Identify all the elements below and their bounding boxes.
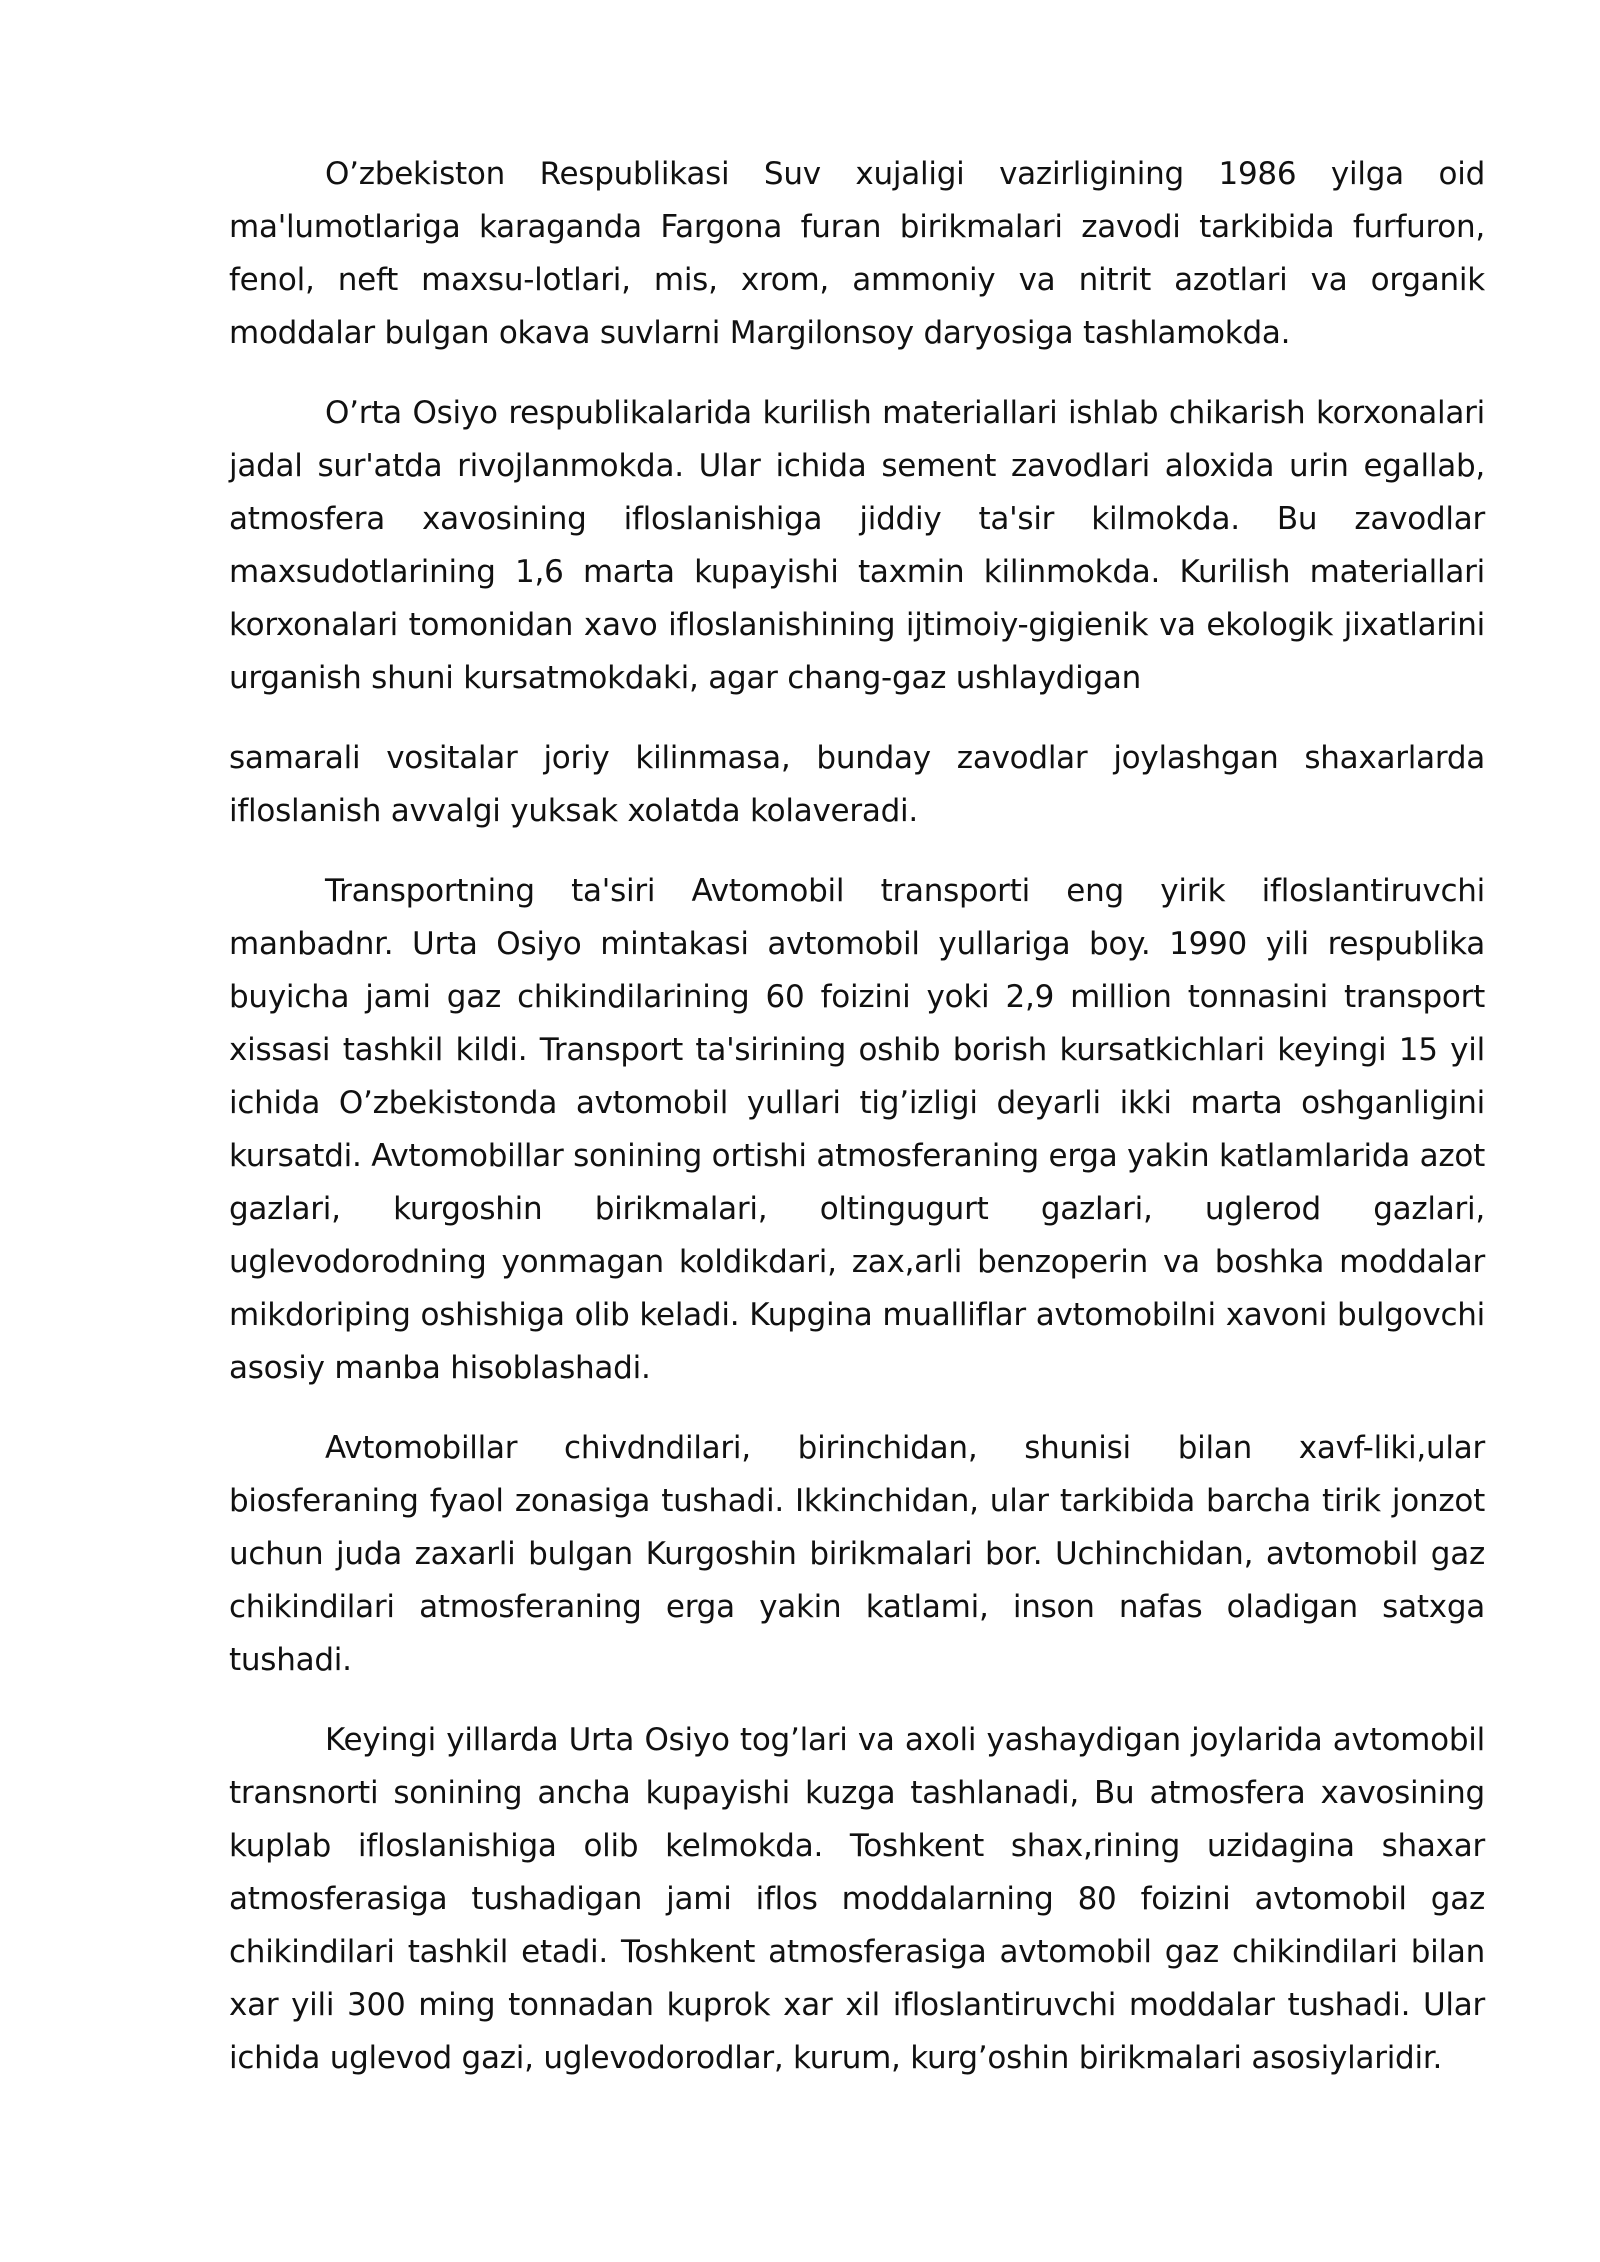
text-body	[229, 148, 1485, 2112]
paragraph-construction-materials: O’rta Osiyo respublikalarida kurilish materiallari ishlab chikarish korxonalari jadal sur'atda rivojlanmokda. Ular ichida sement zavodlari aloxida urin egallab, atmosfera xavosining ifloslanishiga jiddiy ta'sir kilmokda. Bu zavodlar maxsudotlarining 1,6 marta kupayishi taxmin kilinmokda. Kurilish materiallari korxonalari tomonidan xavo ifloslanishining ijtimoiy-gigienik va ekologik jixatlarini urganish shuni kursatmokdaki, agar chang-gaz ushlaydigan	[229, 395, 1485, 696]
paragraph-water-pollution: O’zbekiston Respublikasi Suv xujaligi vazirligining 1986 yilga oid ma'lumotlariga karaganda Fargona furan birikmalari zavodi tarkibida furfuron, fenol, neft maxsu-lotlari, mis, xrom, ammoniy va nitrit azotlari va organik moddalar bulgan okava suvlarni Margilonsoy daryosiga tashlamokda.	[229, 156, 1485, 351]
paragraph-tashkent-pollution: Keyingi yillarda Urta Osiyo tog’lari va axoli yashaydigan joylarida avtomobil transnorti sonining ancha kupayishi kuzga tashlanadi, Bu atmosfera xavosining kuplab ifloslanishiga olib kelmokda. Toshkent shax,rining uzidagina shaxar atmosferasiga tushadigan jami iflos moddalarning 80 foizini avtomobil gaz chikindilari tashkil etadi. Toshkent atmosferasiga avtomobil gaz chikindilari bilan xar yili 300 ming tonnadan kuprok xar xil ifloslantiruvchi moddalar tushadi. Ular ichida uglevod gazi, uglevodorodlar, kurum, kurg’oshin birikmalari asosiylaridir.	[229, 1722, 1485, 2076]
paragraph-construction-continued: samarali vositalar joriy kilinmasa, bunday zavodlar joylashgan shaxarlarda ifloslanish avvalgi yuksak xolatda kolaveradi.	[229, 740, 1485, 829]
paragraph-vehicle-emissions: Avtomobillar chivdndilari, birinchidan, shunisi bilan xavf-liki,ular biosferaning fyaol zonasiga tushadi. Ikkinchidan, ular tarkibida barcha tirik jonzot uchun juda zaxarli bulgan Kurgoshin birikmalari bor. Uchinchidan, avtomobil gaz chikindilari atmosferaning erga yakin katlami, inson nafas oladigan satxga tushadi.	[229, 1430, 1485, 1678]
paragraph-transport-impact: Transportning ta'siri Avtomobil transporti eng yirik ifloslantiruvchi manbadnr. Urta Osiyo mintakasi avtomobil yullariga boy. 1990 yili respublika buyicha jami gaz chikindilarining 60 foizini yoki 2,9 million tonnasini transport xissasi tashkil kildi. Transport ta'sirining oshib borish kursatkichlari keyingi 15 yil ichida O’zbekistonda avtomobil yullari tig’izligi deyarli ikki marta oshganligini kursatdi. Avtomobillar sonining ortishi atmosferaning erga yakin katlamlarida azot gazlari, kurgoshin birikmalari, oltingugurt gazlari, uglerod gazlari, uglevodorodning yonmagan koldikdari, zax,arli benzoperin va boshka moddalar mikdoriping oshishiga olib keladi. Kupgina mualliflar avtomobilni xavoni bulgovchi asosiy manba hisoblashadi.	[229, 873, 1485, 1386]
